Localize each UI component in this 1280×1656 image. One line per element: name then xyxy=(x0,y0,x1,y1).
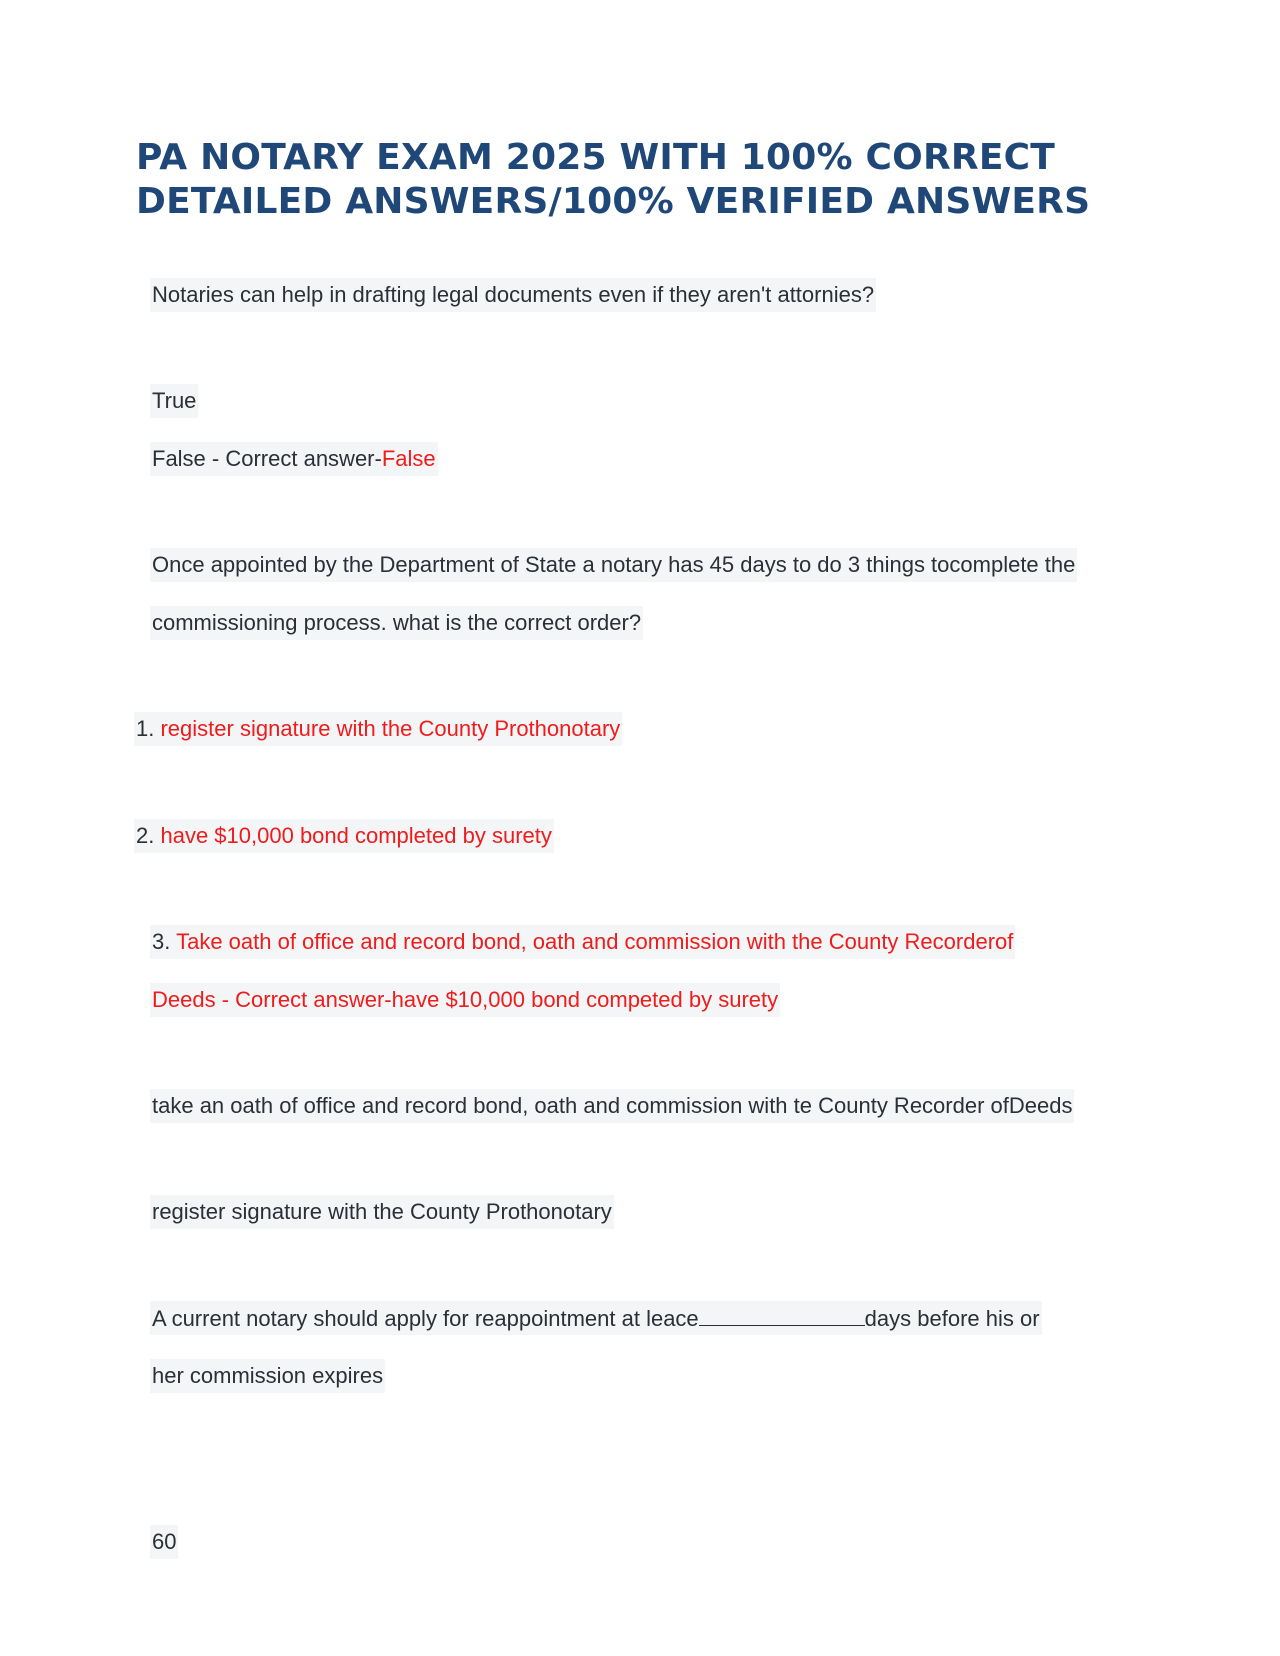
question-1-option-true: True xyxy=(150,384,198,418)
question-3-text-part-1: A current notary should apply for reappointment at leace xyxy=(152,1306,699,1331)
question-2-answer-line-2: take an oath of office and record bond, oath and commission with te County Recorder ofDeeds xyxy=(150,1089,1074,1123)
question-3-text-part-2: days before his or xyxy=(864,1306,1040,1331)
question-3-text-line-1 xyxy=(150,1301,1042,1335)
step-number: 2. xyxy=(136,823,155,848)
step-text: Take oath of office and record bond, oath and commission with the County Recorderof xyxy=(176,929,1014,954)
document-title: PA NOTARY EXAM 2025 WITH 100% CORRECT DETAILED ANSWERS/100% VERIFIED ANSWERS xyxy=(136,137,1091,222)
question-2-step-3-line-1 xyxy=(150,925,1015,959)
option-false-label: False - Correct answer- xyxy=(152,446,382,471)
question-3-answer: 60 xyxy=(150,1525,178,1559)
step-number: 1. xyxy=(136,716,155,741)
question-1-option-false xyxy=(150,442,438,476)
question-2-step-3-line-2: Deeds - Correct answer-have $10,000 bond competed by surety xyxy=(150,983,780,1017)
step-text: register signature with the County Prothonotary xyxy=(160,716,621,741)
correct-answer-text: False xyxy=(381,446,436,471)
question-1-text: Notaries can help in drafting legal documents even if they aren't attornies? xyxy=(150,278,876,312)
fill-in-blank xyxy=(699,1301,865,1326)
step-text: have $10,000 bond completed by surety xyxy=(160,823,552,848)
question-2-step-2 xyxy=(134,819,554,853)
question-2-step-1 xyxy=(134,712,622,746)
question-2-answer-line-3: register signature with the County Prothonotary xyxy=(150,1195,614,1229)
question-3-text-line-2: her commission expires xyxy=(150,1359,385,1393)
question-2-text-line-2: commissioning process. what is the correct order? xyxy=(150,606,643,640)
question-2-text-line-1: Once appointed by the Department of State a notary has 45 days to do 3 things tocomplete the xyxy=(150,548,1077,582)
step-number: 3. xyxy=(152,929,171,954)
